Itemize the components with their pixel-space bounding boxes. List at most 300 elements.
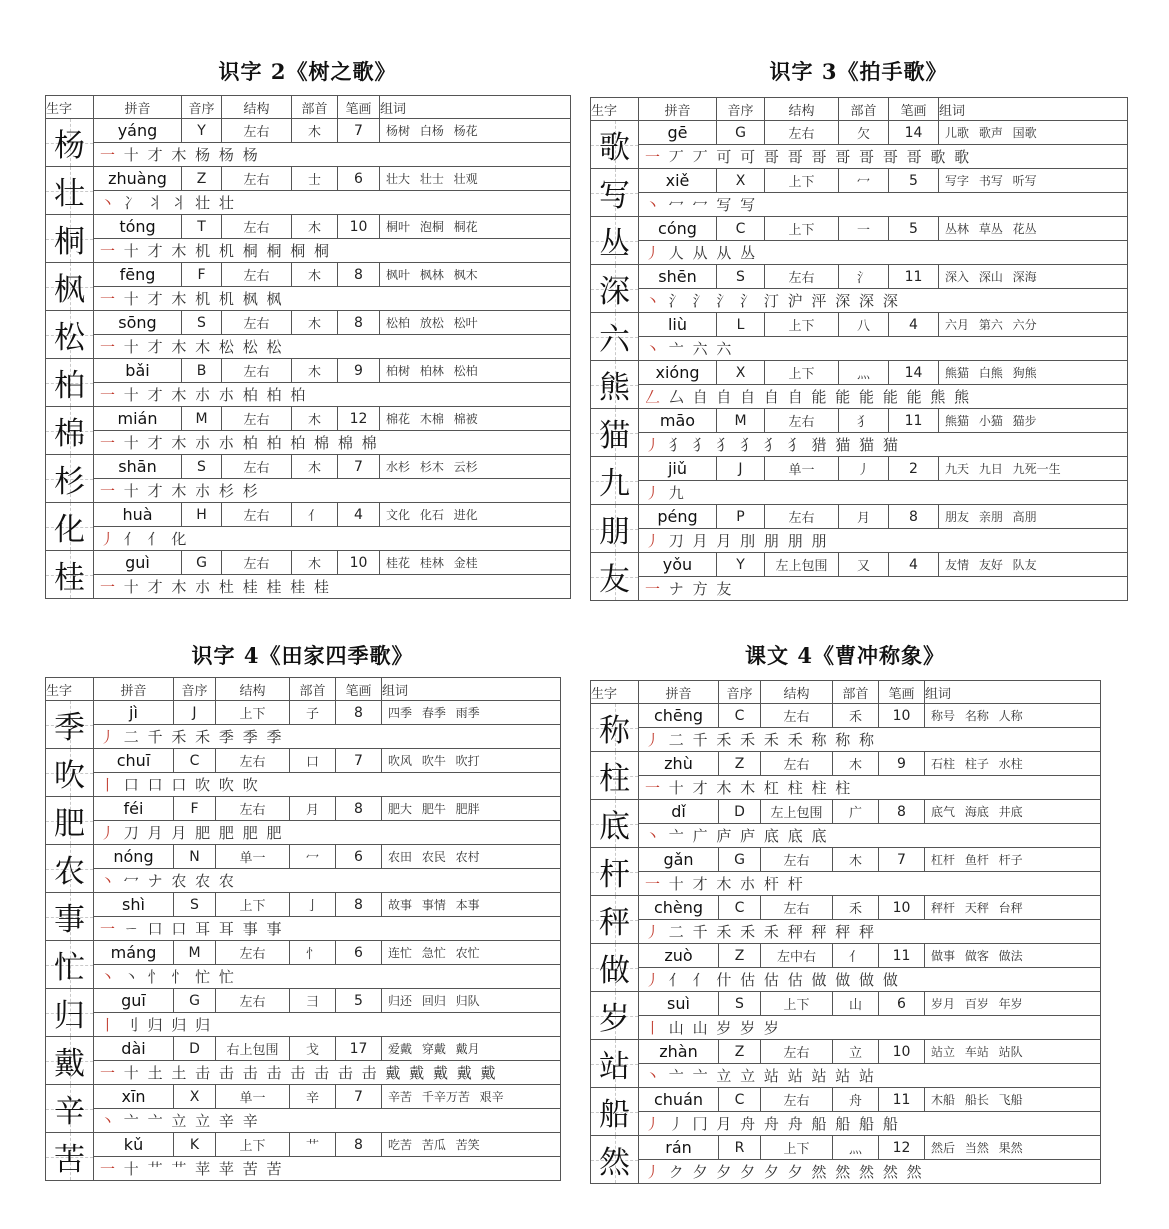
word-examples: 然后 当然 果然 xyxy=(925,1136,1101,1160)
initial-letter: S xyxy=(182,455,222,479)
pinyin: sōng xyxy=(94,311,182,335)
table-row xyxy=(46,1085,561,1109)
column-header: 组词 xyxy=(380,96,571,119)
stroke-order-row xyxy=(591,728,1101,752)
structure: 左右 xyxy=(222,215,292,239)
radical: 立 xyxy=(833,1040,879,1064)
word-examples: 友情 友好 队友 xyxy=(939,553,1128,577)
table-row xyxy=(591,1136,1101,1160)
column-header: 生字 xyxy=(46,678,94,701)
character xyxy=(591,896,639,944)
column-header: 生字 xyxy=(591,98,639,121)
character xyxy=(46,407,94,455)
word-examples: 肥大 肥牛 肥胖 xyxy=(382,797,561,821)
character-glyph: 辛 xyxy=(54,1094,85,1130)
structure: 左上包围 xyxy=(761,800,833,824)
stroke-order: 丿 九 xyxy=(639,481,1128,505)
structure: 上下 xyxy=(761,1136,833,1160)
character-glyph: 桐 xyxy=(54,224,85,260)
initial-letter: P xyxy=(717,505,765,529)
stroke-count: 14 xyxy=(889,121,939,145)
character-glyph: 吹 xyxy=(54,758,85,794)
structure: 单一 xyxy=(765,457,839,481)
stroke-order-row xyxy=(46,335,571,359)
stroke-order-row xyxy=(46,383,571,407)
stroke-order: 丶 冫 丬 丬 壮 壮 xyxy=(94,191,571,215)
stroke-count: 8 xyxy=(889,505,939,529)
pinyin: liù xyxy=(639,313,717,337)
structure: 左右 xyxy=(765,409,839,433)
table-row xyxy=(591,992,1101,1016)
table-row xyxy=(46,701,561,725)
column-header: 结构 xyxy=(761,681,833,704)
column-header: 结构 xyxy=(222,96,292,119)
stroke-order-row xyxy=(591,289,1128,313)
initial-letter: J xyxy=(717,457,765,481)
initial-letter: Y xyxy=(717,553,765,577)
pinyin: gǎn xyxy=(639,848,719,872)
structure: 上下 xyxy=(761,992,833,1016)
initial-letter: X xyxy=(717,169,765,193)
character-glyph: 棉 xyxy=(54,416,85,452)
stroke-order-row xyxy=(46,1061,561,1085)
structure: 上下 xyxy=(216,1133,290,1157)
character-glyph: 深 xyxy=(599,274,630,310)
stroke-order-row xyxy=(46,773,561,797)
character xyxy=(46,455,94,503)
table-row xyxy=(46,989,561,1013)
stroke-order: 丿 ク 夕 夕 夕 夕 夕 然 然 然 然 然 xyxy=(639,1160,1101,1184)
lesson-title: 识字 3《拍手歌》 xyxy=(769,59,948,84)
column-header: 组词 xyxy=(925,681,1101,704)
pinyin: yǒu xyxy=(639,553,717,577)
pinyin: chēng xyxy=(639,704,719,728)
word-examples: 石柱 柱子 水柱 xyxy=(925,752,1101,776)
word-examples: 熊猫 小猫 猫步 xyxy=(939,409,1128,433)
character-glyph: 柱 xyxy=(599,761,630,797)
word-examples: 做事 做客 做法 xyxy=(925,944,1101,968)
stroke-count: 17 xyxy=(336,1037,382,1061)
word-examples: 杠杆 鱼杆 杆子 xyxy=(925,848,1101,872)
character xyxy=(46,797,94,845)
word-examples: 深入 深山 深海 xyxy=(939,265,1128,289)
stroke-order-row xyxy=(591,872,1101,896)
radical: 辛 xyxy=(290,1085,336,1109)
structure: 左中右 xyxy=(761,944,833,968)
character xyxy=(591,1088,639,1136)
character xyxy=(46,503,94,551)
word-examples: 秤杆 天秤 台秤 xyxy=(925,896,1101,920)
radical: 月 xyxy=(839,505,889,529)
stroke-order: 丿 二 千 禾 禾 季 季 季 xyxy=(94,725,561,749)
character xyxy=(591,800,639,848)
character-glyph: 杆 xyxy=(599,857,630,893)
pinyin: suì xyxy=(639,992,719,1016)
character xyxy=(46,701,94,749)
stroke-count: 4 xyxy=(889,313,939,337)
radical: 亅 xyxy=(290,893,336,917)
character-glyph: 苦 xyxy=(54,1142,85,1178)
character-glyph: 站 xyxy=(599,1049,630,1085)
radical: 禾 xyxy=(833,704,879,728)
radical: 犭 xyxy=(839,409,889,433)
character xyxy=(591,505,639,553)
stroke-order: 一 ㄧ 口 口 耳 耳 事 事 xyxy=(94,917,561,941)
stroke-order-row xyxy=(591,1016,1101,1040)
initial-letter: G xyxy=(717,121,765,145)
stroke-count: 8 xyxy=(338,311,380,335)
table-row xyxy=(46,551,571,575)
column-header: 笔画 xyxy=(336,678,382,701)
word-examples: 写字 书写 听写 xyxy=(939,169,1128,193)
pinyin: jì xyxy=(94,701,174,725)
radical: 木 xyxy=(292,119,338,143)
table-row xyxy=(46,215,571,239)
character-glyph: 称 xyxy=(599,713,630,749)
lesson-title: 识字 2《树之歌》 xyxy=(218,59,397,84)
character xyxy=(46,893,94,941)
column-header: 音序 xyxy=(717,98,765,121)
structure: 右上包围 xyxy=(216,1037,290,1061)
pinyin: shì xyxy=(94,893,174,917)
structure: 左右 xyxy=(222,359,292,383)
stroke-count: 5 xyxy=(336,989,382,1013)
stroke-order: 丶 冖 冖 写 写 xyxy=(639,193,1128,217)
stroke-order: 丶 亠 广 庐 庐 底 底 底 xyxy=(639,824,1101,848)
word-examples: 故事 事情 本事 xyxy=(382,893,561,917)
initial-letter: C xyxy=(719,1088,761,1112)
pinyin: māo xyxy=(639,409,717,433)
character xyxy=(591,361,639,409)
initial-letter: G xyxy=(174,989,216,1013)
stroke-order-row xyxy=(591,241,1128,265)
radical: 木 xyxy=(292,455,338,479)
column-header: 部首 xyxy=(292,96,338,119)
structure: 左右 xyxy=(222,503,292,527)
table-row xyxy=(46,941,561,965)
radical: 彐 xyxy=(290,989,336,1013)
table-row xyxy=(46,1037,561,1061)
word-examples: 四季 春季 雨季 xyxy=(382,701,561,725)
column-header: 部首 xyxy=(839,98,889,121)
pinyin: féi xyxy=(94,797,174,821)
stroke-order-row xyxy=(46,431,571,455)
stroke-order: 一 十 艹 艹 苹 苹 苦 苦 xyxy=(94,1157,561,1181)
radical: 口 xyxy=(290,749,336,773)
character xyxy=(46,119,94,167)
pinyin: péng xyxy=(639,505,717,529)
stroke-count: 12 xyxy=(879,1136,925,1160)
column-header: 结构 xyxy=(765,98,839,121)
pinyin: chèng xyxy=(639,896,719,920)
table-row xyxy=(591,800,1101,824)
character-glyph: 忙 xyxy=(54,950,85,986)
table-row xyxy=(46,749,561,773)
stroke-order: 一 十 才 木 木 杠 柱 柱 柱 xyxy=(639,776,1101,800)
radical: 木 xyxy=(292,359,338,383)
pinyin: xīn xyxy=(94,1085,174,1109)
word-examples: 松柏 放松 松叶 xyxy=(380,311,571,335)
radical: 灬 xyxy=(839,361,889,385)
pinyin: zhù xyxy=(639,752,719,776)
pinyin: zuò xyxy=(639,944,719,968)
structure: 上下 xyxy=(765,313,839,337)
word-examples: 木船 船长 飞船 xyxy=(925,1088,1101,1112)
character xyxy=(591,457,639,505)
column-header: 部首 xyxy=(290,678,336,701)
stroke-order: 一 十 才 木 朩 朩 柏 柏 柏 棉 棉 棉 xyxy=(94,431,571,455)
character xyxy=(46,551,94,599)
character-table xyxy=(590,680,1101,1184)
stroke-count: 7 xyxy=(336,1085,382,1109)
character-glyph: 友 xyxy=(599,562,630,598)
word-examples: 朋友 亲朋 高朋 xyxy=(939,505,1128,529)
pinyin: mián xyxy=(94,407,182,431)
stroke-order-row xyxy=(46,1013,561,1037)
pinyin: dài xyxy=(94,1037,174,1061)
stroke-count: 2 xyxy=(889,457,939,481)
character xyxy=(591,409,639,457)
character xyxy=(591,992,639,1040)
structure: 左右 xyxy=(222,407,292,431)
character-glyph: 农 xyxy=(54,854,85,890)
stroke-order-row xyxy=(46,575,571,599)
initial-letter: J xyxy=(174,701,216,725)
initial-letter: Z xyxy=(719,1040,761,1064)
initial-letter: M xyxy=(174,941,216,965)
table-row xyxy=(591,896,1101,920)
structure: 左右 xyxy=(761,848,833,872)
stroke-count: 8 xyxy=(336,701,382,725)
structure: 左右 xyxy=(222,263,292,287)
table-row xyxy=(591,553,1128,577)
character-table xyxy=(590,97,1128,601)
stroke-order: 一 十 才 木 机 机 枫 枫 xyxy=(94,287,571,311)
character xyxy=(46,263,94,311)
stroke-count: 9 xyxy=(338,359,380,383)
word-examples: 站立 车站 站队 xyxy=(925,1040,1101,1064)
word-examples: 水杉 杉木 云杉 xyxy=(380,455,571,479)
stroke-order-row xyxy=(46,287,571,311)
initial-letter: S xyxy=(182,311,222,335)
word-examples: 棉花 木棉 棉被 xyxy=(380,407,571,431)
character-glyph: 然 xyxy=(599,1145,630,1181)
stroke-order-row xyxy=(591,1112,1101,1136)
pinyin: zhàn xyxy=(639,1040,719,1064)
stroke-order-row xyxy=(591,1064,1101,1088)
pinyin: guì xyxy=(94,551,182,575)
character-glyph: 底 xyxy=(599,809,630,845)
initial-letter: N xyxy=(174,845,216,869)
stroke-order-row xyxy=(46,917,561,941)
character xyxy=(591,313,639,361)
stroke-order: 丨 山 山 岁 岁 岁 xyxy=(639,1016,1101,1040)
character-glyph: 归 xyxy=(54,998,85,1034)
pinyin: xióng xyxy=(639,361,717,385)
pinyin: dǐ xyxy=(639,800,719,824)
initial-letter: M xyxy=(182,407,222,431)
radical: 艹 xyxy=(290,1133,336,1157)
initial-letter: C xyxy=(719,704,761,728)
word-examples: 壮大 壮士 壮观 xyxy=(380,167,571,191)
pinyin: bǎi xyxy=(94,359,182,383)
structure: 左上包围 xyxy=(765,553,839,577)
initial-letter: L xyxy=(717,313,765,337)
pinyin: nóng xyxy=(94,845,174,869)
initial-letter: F xyxy=(182,263,222,287)
stroke-order: 丿 亻 亻 化 xyxy=(94,527,571,551)
column-header: 拼音 xyxy=(639,681,719,704)
structure: 左右 xyxy=(765,121,839,145)
stroke-order-row xyxy=(591,577,1128,601)
stroke-order-row xyxy=(591,145,1128,169)
structure: 左右 xyxy=(761,1088,833,1112)
radical: 冖 xyxy=(839,169,889,193)
word-examples: 儿歌 歌声 国歌 xyxy=(939,121,1128,145)
structure: 左右 xyxy=(222,551,292,575)
column-header: 音序 xyxy=(182,96,222,119)
stroke-order-row xyxy=(46,143,571,167)
table-row xyxy=(591,944,1101,968)
structure: 上下 xyxy=(765,169,839,193)
stroke-order: 丶 亠 亠 立 立 站 站 站 站 站 xyxy=(639,1064,1101,1088)
stroke-order-row xyxy=(46,965,561,989)
pinyin: huà xyxy=(94,503,182,527)
character xyxy=(591,553,639,601)
word-examples: 爱戴 穿戴 戴月 xyxy=(382,1037,561,1061)
character xyxy=(46,845,94,893)
table-row xyxy=(591,169,1128,193)
stroke-count: 8 xyxy=(336,893,382,917)
stroke-count: 11 xyxy=(889,265,939,289)
initial-letter: F xyxy=(174,797,216,821)
table-row xyxy=(46,455,571,479)
character xyxy=(591,752,639,800)
initial-letter: S xyxy=(717,265,765,289)
column-header: 生字 xyxy=(591,681,639,704)
stroke-count: 10 xyxy=(879,1040,925,1064)
stroke-order: 丨 口 口 口 吹 吹 吹 xyxy=(94,773,561,797)
stroke-order: 一 十 才 木 朩 杆 杆 xyxy=(639,872,1101,896)
pinyin: chuán xyxy=(639,1088,719,1112)
character xyxy=(591,121,639,169)
character-glyph: 九 xyxy=(599,466,630,502)
pinyin: gē xyxy=(639,121,717,145)
stroke-count: 8 xyxy=(338,263,380,287)
table-row xyxy=(591,1040,1101,1064)
column-header: 组词 xyxy=(382,678,561,701)
stroke-order: 一 十 才 木 杨 杨 杨 xyxy=(94,143,571,167)
character xyxy=(46,311,94,359)
stroke-order-row xyxy=(46,1109,561,1133)
initial-letter: C xyxy=(717,217,765,241)
table-row xyxy=(46,263,571,287)
character-glyph: 枫 xyxy=(54,272,85,308)
stroke-order: 丨 刂 归 归 归 xyxy=(94,1013,561,1037)
radical: 八 xyxy=(839,313,889,337)
column-header: 拼音 xyxy=(94,96,182,119)
character-glyph: 歌 xyxy=(599,130,630,166)
pinyin: xiě xyxy=(639,169,717,193)
stroke-count: 11 xyxy=(879,1088,925,1112)
table-row xyxy=(46,119,571,143)
stroke-order: 丿 丿 冂 月 舟 舟 舟 船 船 船 船 xyxy=(639,1112,1101,1136)
pinyin: máng xyxy=(94,941,174,965)
stroke-count: 7 xyxy=(338,119,380,143)
character-glyph: 杉 xyxy=(54,464,85,500)
table-row xyxy=(591,457,1128,481)
stroke-order-row xyxy=(591,824,1101,848)
initial-letter: S xyxy=(174,893,216,917)
column-header: 拼音 xyxy=(94,678,174,701)
radical: 舟 xyxy=(833,1088,879,1112)
character xyxy=(46,1133,94,1181)
stroke-order-row xyxy=(591,337,1128,361)
word-examples: 柏树 柏林 松柏 xyxy=(380,359,571,383)
structure: 左右 xyxy=(216,749,290,773)
structure: 单一 xyxy=(216,845,290,869)
structure: 上下 xyxy=(765,217,839,241)
radical: 木 xyxy=(833,752,879,776)
character-glyph: 船 xyxy=(599,1097,630,1133)
radical: 亻 xyxy=(292,503,338,527)
structure: 左右 xyxy=(761,704,833,728)
table-row xyxy=(591,752,1101,776)
stroke-order-row xyxy=(591,529,1128,553)
word-examples: 底气 海底 井底 xyxy=(925,800,1101,824)
table-row xyxy=(591,1088,1101,1112)
radical: 木 xyxy=(292,263,338,287)
table-row xyxy=(591,121,1128,145)
stroke-order-row xyxy=(591,481,1128,505)
stroke-count: 10 xyxy=(338,551,380,575)
initial-letter: X xyxy=(174,1085,216,1109)
stroke-order: 丿 亻 亻 什 估 估 估 做 做 做 做 xyxy=(639,968,1101,992)
initial-letter: G xyxy=(719,848,761,872)
character-glyph: 松 xyxy=(54,320,85,356)
initial-letter: H xyxy=(182,503,222,527)
stroke-order-row xyxy=(46,479,571,503)
word-examples: 九天 九日 九死一生 xyxy=(939,457,1128,481)
radical: 士 xyxy=(292,167,338,191)
character xyxy=(591,169,639,217)
word-examples: 归还 回归 归队 xyxy=(382,989,561,1013)
word-examples: 文化 化石 进化 xyxy=(380,503,571,527)
column-header: 笔画 xyxy=(338,96,380,119)
character-glyph: 季 xyxy=(54,710,85,746)
word-examples: 桂花 桂林 金桂 xyxy=(380,551,571,575)
radical: 子 xyxy=(290,701,336,725)
character xyxy=(46,359,94,407)
pinyin: fēng xyxy=(94,263,182,287)
table-row xyxy=(46,893,561,917)
initial-letter: T xyxy=(182,215,222,239)
character xyxy=(46,215,94,263)
initial-letter: S xyxy=(719,992,761,1016)
table-row xyxy=(591,265,1128,289)
column-header: 音序 xyxy=(719,681,761,704)
word-examples: 吃苦 苦瓜 苦笑 xyxy=(382,1133,561,1157)
structure: 左右 xyxy=(222,119,292,143)
initial-letter: X xyxy=(717,361,765,385)
character xyxy=(46,1037,94,1085)
radical: 忄 xyxy=(290,941,336,965)
stroke-order: 一 十 才 木 木 松 松 松 xyxy=(94,335,571,359)
radical: 一 xyxy=(839,217,889,241)
stroke-order-row xyxy=(46,725,561,749)
initial-letter: Z xyxy=(719,944,761,968)
table-row xyxy=(591,313,1128,337)
